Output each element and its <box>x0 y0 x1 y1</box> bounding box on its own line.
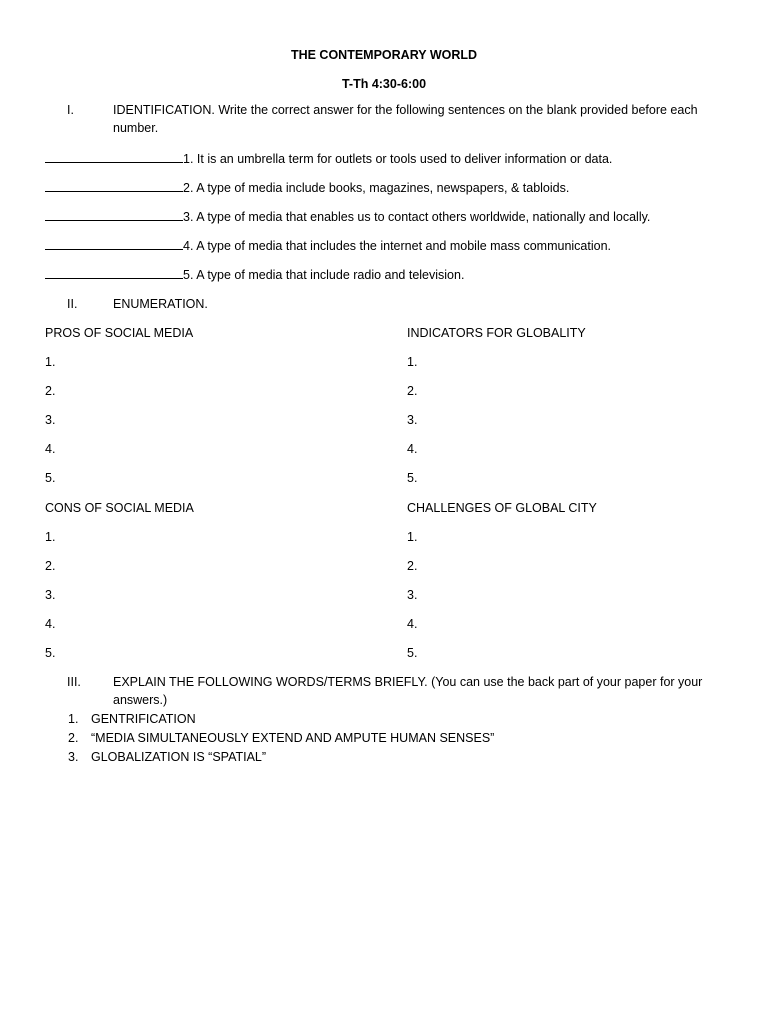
document-title: THE CONTEMPORARY WORLD <box>290 48 478 62</box>
pros-social-media-heading: PROS OF SOCIAL MEDIA <box>45 326 194 340</box>
answer-blank-5[interactable] <box>45 266 183 279</box>
term-text-3: GLOBALIZATION IS “SPATIAL” <box>91 750 267 764</box>
cons-item-5: 5. <box>45 646 56 660</box>
challenges-item-2: 2. <box>407 559 418 573</box>
answer-blank-2[interactable] <box>45 179 183 192</box>
pros-item-5: 5. <box>45 471 56 485</box>
identification-text-2: 2. A type of media include books, magazines, newspapers, & tabloids. <box>183 181 570 195</box>
section3-numeral: III. <box>67 675 81 689</box>
section3-instruction-line2: answers.) <box>113 693 168 707</box>
challenges-item-3: 3. <box>407 588 418 602</box>
identification-text-1: 1. It is an umbrella term for outlets or tools used to deliver information or data. <box>183 152 613 166</box>
section2-numeral: II. <box>67 297 78 311</box>
challenges-item-5: 5. <box>407 646 418 660</box>
section3-instruction <box>113 673 713 709</box>
answer-blank-1[interactable] <box>45 150 183 163</box>
term-text-2: “MEDIA SIMULTANEOUSLY EXTEND AND AMPUTE HUMAN SENSES” <box>91 731 495 745</box>
indicators-item-1: 1. <box>407 355 418 369</box>
cons-item-1: 1. <box>45 530 56 544</box>
identification-item-2 <box>45 179 569 196</box>
pros-item-3: 3. <box>45 413 56 427</box>
challenges-global-city-heading: CHALLENGES OF GLOBAL CITY <box>407 501 597 515</box>
pros-item-2: 2. <box>45 384 56 398</box>
indicators-item-3: 3. <box>407 413 418 427</box>
identification-text-3: 3. A type of media that enables us to contact others worldwide, nationally and locally. <box>183 210 651 224</box>
section3-instruction-line1: EXPLAIN THE FOLLOWING WORDS/TERMS BRIEFLY. (You can use the back part of your paper for your <box>113 675 703 689</box>
section2-heading: ENUMERATION. <box>113 297 208 311</box>
answer-blank-3[interactable] <box>45 208 183 221</box>
cons-social-media-heading: CONS OF SOCIAL MEDIA <box>45 501 194 515</box>
identification-text-4: 4. A type of media that includes the internet and mobile mass communication. <box>183 239 612 253</box>
section1-numeral: I. <box>67 103 74 117</box>
identification-item-3 <box>45 208 650 225</box>
pros-item-4: 4. <box>45 442 56 456</box>
section1-instruction-line1: IDENTIFICATION. Write the correct answer for the following sentences on the blank provided before each <box>113 103 698 117</box>
indicators-item-5: 5. <box>407 471 418 485</box>
term-number-1: 1. <box>68 712 79 726</box>
identification-text-5: 5. A type of media that include radio and television. <box>183 268 465 282</box>
cons-item-3: 3. <box>45 588 56 602</box>
indicators-item-4: 4. <box>407 442 418 456</box>
identification-item-1 <box>45 150 612 167</box>
cons-item-2: 2. <box>45 559 56 573</box>
challenges-item-1: 1. <box>407 530 418 544</box>
cons-item-4: 4. <box>45 617 56 631</box>
section1-instruction-line2: number. <box>113 121 159 135</box>
challenges-item-4: 4. <box>407 617 418 631</box>
section1-instruction <box>113 101 713 137</box>
answer-blank-4[interactable] <box>45 237 183 250</box>
identification-item-5 <box>45 266 464 283</box>
class-schedule: T-Th 4:30-6:00 <box>341 77 427 91</box>
term-number-3: 3. <box>68 750 79 764</box>
term-number-2: 2. <box>68 731 79 745</box>
term-text-1: GENTRIFICATION <box>91 712 196 726</box>
indicators-globality-heading: INDICATORS FOR GLOBALITY <box>407 326 586 340</box>
identification-item-4 <box>45 237 611 254</box>
pros-item-1: 1. <box>45 355 56 369</box>
indicators-item-2: 2. <box>407 384 418 398</box>
